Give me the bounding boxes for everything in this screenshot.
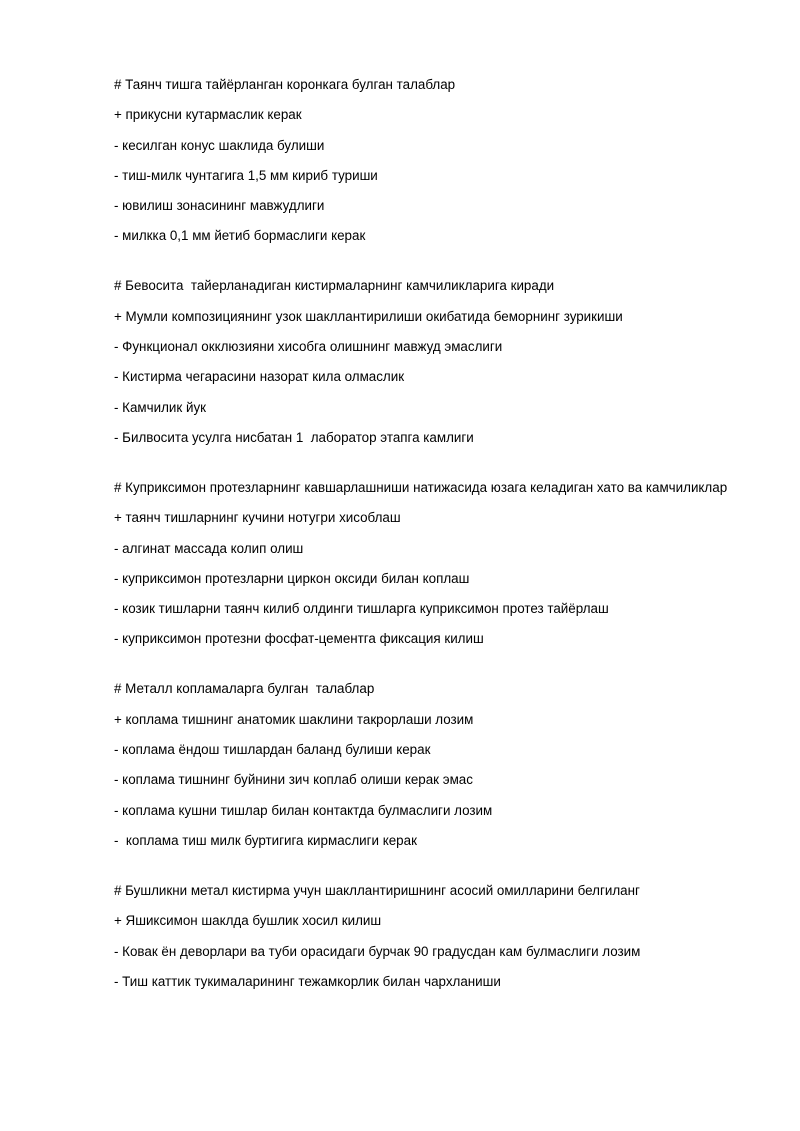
- answer-correct: + Мумли композициянинг узок шакллантирилиши окибатида беморнинг зурикиши: [114, 308, 623, 324]
- answer-option: - коплама кушни тишлар билан контактда булмаслиги лозим: [114, 802, 493, 818]
- answer-option: - Билвосита усулга нисбатан 1 лаборатор этапга камлиги: [114, 429, 474, 445]
- question-text: # Бушликни метал кистирма учун шакллантиришнинг асосий омилларини белгиланг: [114, 882, 640, 898]
- question-block: [114, 881, 774, 992]
- answer-option: - Функционал окклюзияни хисобга олишнинг мавжуд эмаслиги: [114, 339, 503, 355]
- question-block: [114, 478, 774, 649]
- question-text: # Бевосита тайерланадиган кистирмаларнинг камчиликларига киради: [114, 278, 555, 294]
- answer-option: - коплама тишнинг буйнини зич коплаб олиши керак эмас: [114, 772, 473, 788]
- answer-option: - куприксимон протезни фосфат-цементга фиксация килиш: [114, 631, 484, 647]
- answer-option: - Камчилик йук: [114, 399, 206, 415]
- answer-option: - алгинат массада колип олиш: [114, 540, 304, 556]
- answer-option: - ювилиш зонасининг мавжудлиги: [114, 198, 325, 214]
- question-text: # Куприксимон протезларнинг кавшарлашниши натижасида юзага келадиган хато ва камчиликлар: [114, 479, 728, 495]
- answer-option: - милкка 0,1 мм йетиб бормаслиги керак: [114, 228, 366, 244]
- answer-option: - коплама тиш милк буртигига кирмаслиги керак: [114, 832, 417, 848]
- answer-option: - козик тишларни таянч килиб олдинги тишларга куприксимон протез тайёрлаш: [114, 601, 609, 617]
- answer-correct: + прикусни кутармаслик керак: [114, 107, 302, 123]
- question-text: # Металл копламаларга булган талаблар: [114, 681, 375, 697]
- answer-option: - Тиш каттик тукималарининг тежамкорлик билан чархланиши: [114, 973, 501, 989]
- answer-option: - тиш-милк чунтагига 1,5 мм кириб туриши: [114, 167, 378, 183]
- answer-option: - Ковак ён деворлари ва туби орасидаги бурчак 90 градусдан кам булмаслиги лозим: [114, 943, 641, 959]
- answer-option: - коплама ёндош тишлардан баланд булиши керак: [114, 742, 431, 758]
- answer-option: - Кистирма чегарасини назорат кила олмаслик: [114, 369, 405, 385]
- answer-correct: + Яшиксимон шаклда бушлик хосил килиш: [114, 913, 382, 929]
- question-text: # Таянч тишга тайёрланган коронкага булган талаблар: [114, 77, 456, 92]
- answer-correct: + коплама тишнинг анатомик шаклини такрорлаши лозим: [114, 711, 474, 727]
- answer-option: - кесилган конус шаклида булиши: [114, 137, 325, 153]
- question-block: [114, 679, 774, 850]
- question-block: [114, 75, 774, 246]
- question-block: [114, 276, 774, 447]
- answer-correct: + таянч тишларнинг кучини нотугри хисоблаш: [114, 510, 401, 526]
- answer-option: - куприксимон протезларни циркон оксиди билан коплаш: [114, 570, 470, 586]
- document-content: [114, 75, 774, 1022]
